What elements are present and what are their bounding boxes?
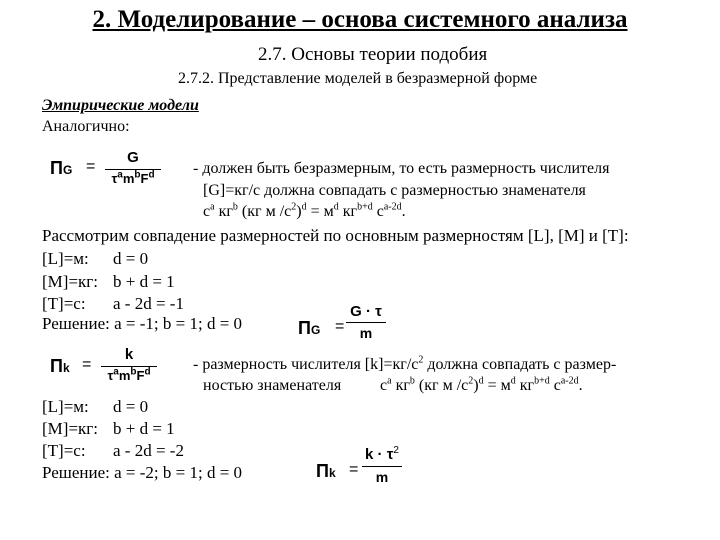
denominator: $\tau^am^bF^d$: [107, 366, 151, 383]
fraction-line: [346, 322, 386, 323]
pi-symbol: П: [50, 356, 63, 376]
equals-sign: =: [349, 461, 359, 478]
pi-symbol: П: [50, 158, 63, 178]
set2-eq-l: d = 0: [113, 397, 149, 416]
pi-symbol: П: [316, 461, 329, 481]
set1-label-t: [T]=с:: [42, 294, 86, 313]
desc2-line1: - размерность числителя $[k]=кг/с^2$ должна совпадать с размер-: [193, 354, 617, 373]
desc1-line2: [G]=кг/с должна совпадать с размерностью знаменателя: [203, 182, 586, 199]
pi-subscript: k: [328, 466, 336, 480]
numerator: k: [124, 346, 134, 363]
solution1-text: Решение: a = -1; b = 1; d = 0: [42, 314, 243, 333]
desc2-line2-right: $с^a$ $кг^b$ (кг м $/с^2)^d = м^d$ $кг^{b+d}$ $с^{a-2d}$.: [380, 375, 583, 394]
compare-text: Рассмотрим совпадение размерностей по основным размерностям [L], [M] и [T]:: [42, 226, 629, 245]
subsection-title: 2.7.2. Представление моделей в безразмерной форме: [178, 70, 538, 87]
set1-label-m: [M]=кг:: [42, 272, 98, 291]
section-title: 2.7. Основы теории подобия: [258, 44, 488, 65]
pi-subscript: k: [62, 361, 70, 375]
numerator: $k \cdot \tau^2$: [365, 445, 399, 463]
denominator: m: [359, 325, 373, 341]
fraction-line: [362, 466, 402, 467]
set1-eq-t: a - 2d = -1: [113, 294, 184, 313]
set1-label-l: [L]=м:: [42, 249, 89, 268]
solution2-text: Решение: a = -2; b = 1; d = 0: [42, 463, 243, 482]
pi-subscript: G: [62, 163, 73, 177]
set1-eq-m: b + d = 1: [113, 272, 175, 291]
set2-label-t: [T]=с:: [42, 441, 86, 460]
equals-sign: =: [82, 356, 92, 373]
numerator: G: [127, 149, 139, 166]
denominator: $\tau^am^bF^d$: [111, 169, 155, 186]
equals-sign: =: [335, 318, 345, 335]
denominator: m: [375, 469, 389, 485]
set1-eq-l: d = 0: [113, 249, 149, 268]
slide-title: 2. Моделирование – основа системного анализа: [92, 6, 628, 33]
set2-label-m: [M]=кг:: [42, 419, 98, 438]
set2-eq-m: b + d = 1: [113, 419, 175, 438]
empirical-heading: Эмпирические модели: [42, 97, 199, 114]
equals-sign: =: [86, 158, 96, 175]
desc2-line2-left: ностью знаменателя: [203, 377, 342, 394]
pi-subscript: G: [310, 323, 321, 337]
desc1-line3: $с^a$ $кг^b$ (кг м $/с^2)^d = м^d$ $кг^{b+d}$ $с^{a-2d}$.: [203, 201, 406, 220]
set2-label-l: [L]=м:: [42, 397, 89, 416]
numerator: G · τ: [350, 303, 382, 320]
desc1-line1: - должен быть безразмерным, то есть размерность числителя: [193, 160, 610, 177]
set2-eq-t: a - 2d = -2: [113, 441, 184, 460]
intro-text: Аналогично:: [42, 118, 130, 135]
pi-symbol: П: [298, 318, 311, 338]
